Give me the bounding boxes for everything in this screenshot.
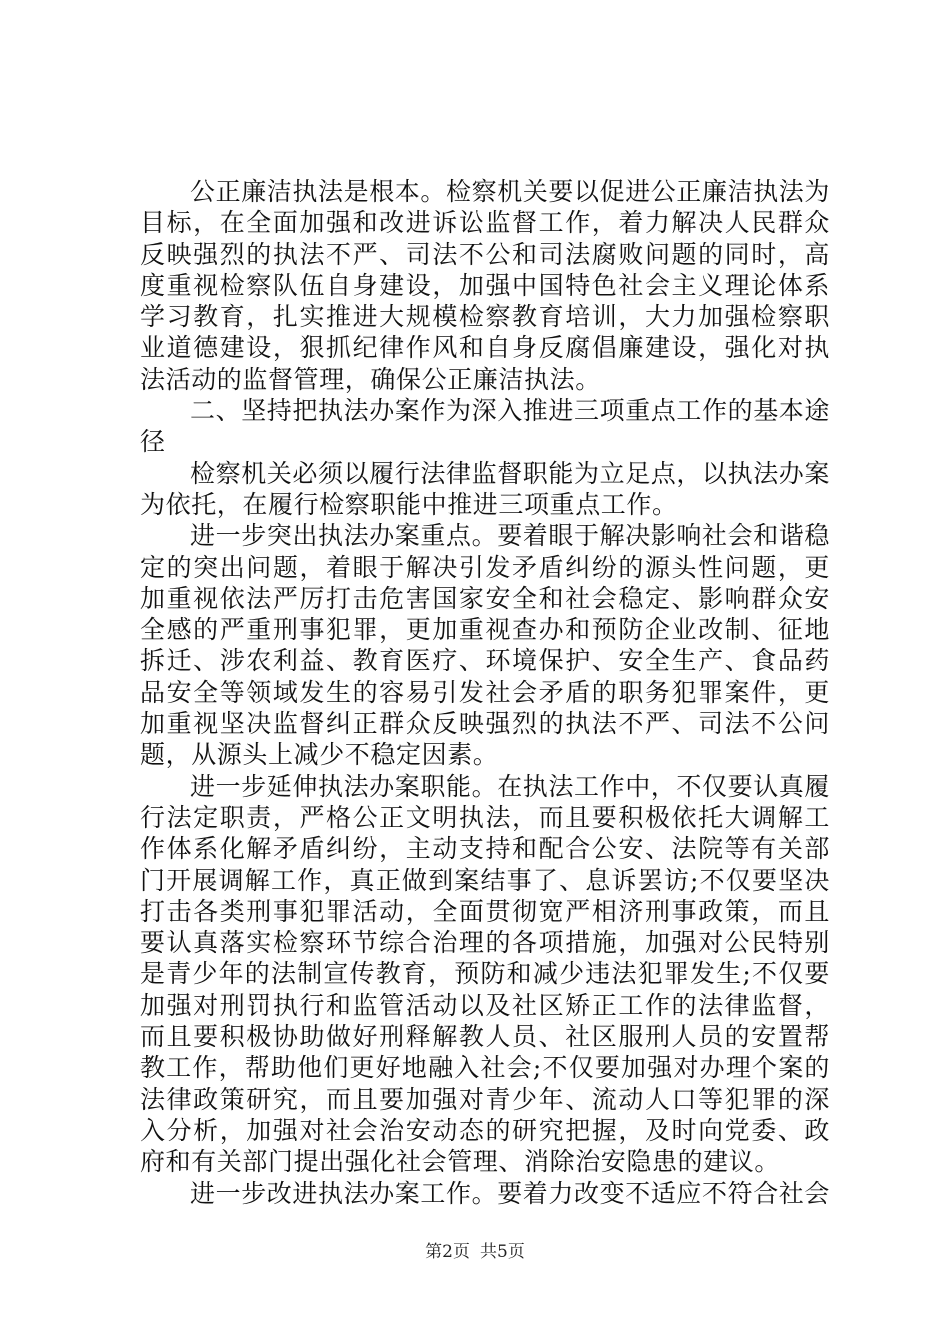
page-footer [0, 1241, 950, 1263]
section-heading: 二、坚持把执法办案作为深入推进三项重点工作的基本途径 [140, 396, 831, 457]
page-number: 第2页 [425, 1242, 470, 1262]
paragraph: 进一步改进执法办案工作。要着力改变不适应不符合社会 [190, 1178, 831, 1208]
paragraph: 公正廉洁执法是根本。检察机关要以促进公正廉洁执法为目标，在全面加强和改进诉讼监督工作，着力解决人民群众反映强烈的执法不严、司法不公和司法腐败问题的同时，高度重视检察队伍自身建设，加强中国特色社会主义理论体系学习教育，扎实推进大规模检察教育培训，大力加强检察职业道德建设，狠抓纪律作风和自身反腐倡廉建设，强化对执法活动的监督管理，确保公正廉洁执法。 [140, 177, 831, 394]
page-total: 共5页 [480, 1242, 525, 1262]
paragraph: 进一步延伸执法办案职能。在执法工作中，不仅要认真履行法定职责，严格公正文明执法，而且要积极依托大调解工作体系化解矛盾纠纷，主动支持和配合公安、法院等有关部门开展调解工作，真正做到案结事了、息诉罢访;不仅要坚决打击各类刑事犯罪活动，全面贯彻宽严相济刑事政策，而且要认真落实检察环节综合治理的各项措施，加强对公民特别是青少年的法制宣传教育，预防和减少违法犯罪发生;不仅要加强对刑罚执行和监管活动以及社区矫正工作的法律监督，而且要积极协助做好刑释解教人员、社区服刑人员的安置帮教工作，帮助他们更好地融入社会;不仅要加强对办理个案的法律政策研究，而且要加强对青少年、流动人口等犯罪的深入分析，加强对社会治安动态的研究把握，及时向党委、政府和有关部门提出强化社会管理、消除治安隐患的建议。 [140, 771, 831, 1177]
document-body [140, 176, 830, 1209]
paragraph: 检察机关必须以履行法律监督职能为立足点，以执法办案为依托，在履行检察职能中推进三项重点工作。 [140, 458, 831, 519]
paragraph: 进一步突出执法办案重点。要着眼于解决影响社会和谐稳定的突出问题，着眼于解决引发矛盾纠纷的源头性问题，更加重视依法严厉打击危害国家安全和社会稳定、影响群众安全感的严重刑事犯罪，更加重视查办和预防企业改制、征地拆迁、涉农利益、教育医疗、环境保护、安全生产、食品药品安全等领域发生的容易引发社会矛盾的职务犯罪案件，更加重视坚决监督纠正群众反映强烈的执法不严、司法不公问题，从源头上减少不稳定因素。 [140, 521, 831, 770]
